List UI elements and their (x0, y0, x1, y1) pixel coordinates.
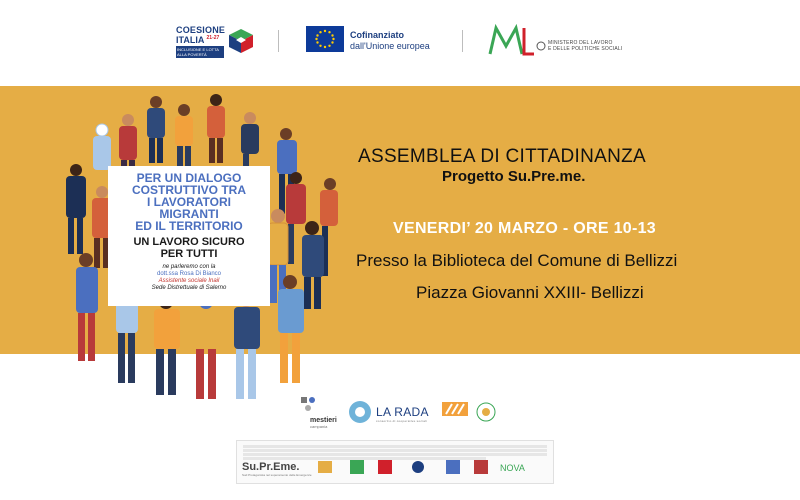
ministry-logo-icon (488, 24, 546, 56)
coesione-line2: ITALIA $^{21-27}$ (176, 35, 220, 45)
card-line: ne parleremo con la (162, 264, 216, 270)
coesione-italia-logo (176, 25, 256, 57)
header-divider (278, 30, 279, 52)
event-info-card (108, 166, 270, 306)
person-figure (147, 96, 165, 163)
card-line: I LAVORATORI (147, 195, 231, 209)
card-line: MIGRANTI (159, 207, 219, 221)
mestieri-sub: campania (310, 424, 328, 429)
event-title: ASSEMBLEA DI CITTADINANZA (358, 146, 646, 167)
card-line: ED IL TERRITORIO (135, 219, 243, 233)
coesione-line1: COESIONE (176, 25, 226, 35)
mestieri-logo (300, 396, 337, 429)
card-line: Sede Distrettuale di Salerno (151, 285, 227, 291)
mestieri-icon (300, 396, 316, 412)
la-rada-logo: LA RADA consorzio di cooperative sociali (376, 405, 429, 423)
event-address: Piazza Giovanni XXIII- Bellizzi (416, 283, 644, 302)
partner-seal-icon (476, 402, 496, 422)
card-line: COSTRUTTIVO TRA (132, 183, 246, 197)
eu-cofinanced-text: Cofinanziato dall'Unione europea (350, 30, 430, 51)
card-line: Assistente sociale Inail (158, 278, 220, 284)
suprem-logo: Su.Pr.Eme. Sud Protagonista nel superamento delle Emergenze (242, 461, 312, 477)
la-rada-icon (348, 400, 372, 424)
coesione-cube-icon (228, 28, 254, 54)
eu-flag-icon (306, 26, 344, 52)
header-divider (462, 30, 463, 52)
footer-partner-logos (318, 458, 538, 476)
card-line: PER UN DIALOGO (136, 171, 242, 185)
mestieri-text: mestieri (310, 417, 337, 424)
event-location: Presso la Biblioteca del Comune di Bellizzi (356, 251, 678, 270)
card-line: UN LAVORO SICURO (133, 236, 245, 248)
partner-logo-icon (442, 402, 468, 422)
card-line: dott.ssa Rosa Di Bianco (156, 271, 222, 277)
svg-text:NOVA: NOVA (500, 463, 525, 473)
coesione-tagline: INCLUSIONE E LOTTA ALLA POVERTÀ (176, 46, 224, 58)
header-logos (0, 0, 800, 86)
event-date: VENERDI’ 20 MARZO - ORE 10-13 (393, 220, 656, 237)
event-subtitle: Progetto Su.Pre.me. (442, 168, 586, 185)
card-line: PER TUTTI (160, 248, 218, 260)
ministry-text: MINISTERO DEL LAVORO E DELLE POLITICHE SOCIALI (548, 40, 623, 52)
